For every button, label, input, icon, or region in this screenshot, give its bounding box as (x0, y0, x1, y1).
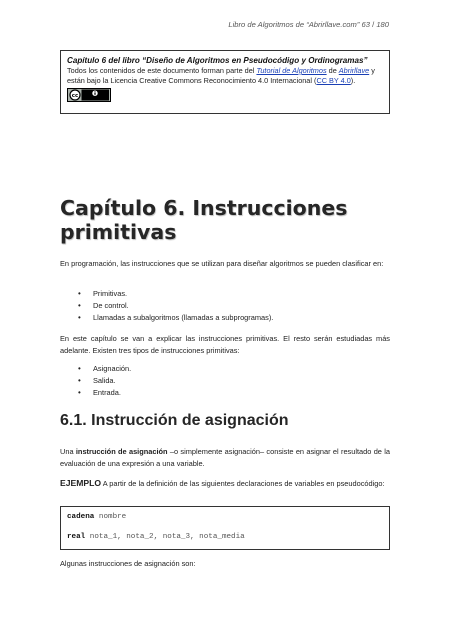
license-text-part: ). (350, 76, 356, 85)
page-separator: / (372, 20, 375, 29)
license-box (60, 50, 390, 114)
code-text: nota_1, nota_2, nota_3, nota_media (85, 533, 245, 541)
license-text-part: y están bajo la Licencia Creative Commons Reconocimiento 4.0 Internacional ( (67, 66, 375, 85)
page-header (228, 20, 389, 29)
code-line (67, 512, 383, 522)
tutorial-link[interactable]: Tutorial de Algoritmos (256, 66, 327, 75)
license-text-part: Todos los contenidos de este documento forman parte del (67, 66, 257, 75)
example-paragraph (60, 478, 390, 490)
page-total: 180 (376, 20, 389, 29)
code-keyword: real (67, 533, 86, 541)
list-item: • De control. (60, 300, 390, 312)
license-link[interactable]: CC BY 4.0 (316, 76, 351, 85)
code-keyword: cadena (67, 513, 95, 521)
example-text: A partir de la definición de las siguientes declaraciones de variables en pseudocódigo: (101, 479, 385, 488)
site-link[interactable]: Abrirllave (338, 66, 370, 75)
code-block (60, 506, 390, 550)
assignment-definition (60, 446, 390, 469)
page-current: 63 (361, 20, 370, 29)
creative-commons-by-icon[interactable] (67, 88, 111, 102)
code-line (67, 532, 383, 542)
section-title: 6.1. Instrucción de asignación (60, 412, 289, 429)
definition-text: Una (60, 447, 76, 456)
list-item: • Asignación. (60, 363, 390, 375)
list-item: • Salida. (60, 375, 390, 387)
intro-paragraph: En programación, las instrucciones que se utilizan para diseñar algoritmos se pueden clasificar en: (60, 259, 384, 268)
list-item: • Primitivas. (60, 288, 390, 300)
list-item: • Llamadas a subalgoritmos (llamadas a subprogramas). (60, 312, 390, 324)
list-item: • Entrada. (60, 387, 390, 399)
license-title: Capítulo 6 del libro “Diseño de Algoritmos en Pseudocódigo y Ordinogramas” (67, 56, 368, 65)
license-text-part: de (326, 66, 339, 75)
primitive-types-list (60, 363, 390, 399)
license-text (67, 66, 383, 86)
example-label: EJEMPLO (60, 478, 102, 488)
after-code-text: Algunas instrucciones de asignación son: (60, 559, 196, 568)
definition-text: –o simplemente asignación– consiste en asignar el resultado de la evaluación de una expresión a una variable. (60, 447, 390, 468)
primitives-paragraph: En este capítulo se van a explicar las instrucciones primitivas. El resto serán estudiadas más adelante. Existen tres tipos de instrucciones primitivas: (60, 334, 390, 355)
definition-term: instrucción de asignación (75, 447, 168, 456)
chapter-title: Capítulo 6. Instrucciones primitivas (60, 196, 348, 244)
instruction-types-list (60, 288, 390, 324)
svg-text:cc: cc (71, 93, 79, 100)
code-text: nombre (94, 513, 127, 521)
book-title: Libro de Algoritmos de “Abrirllave.com” (228, 20, 360, 29)
